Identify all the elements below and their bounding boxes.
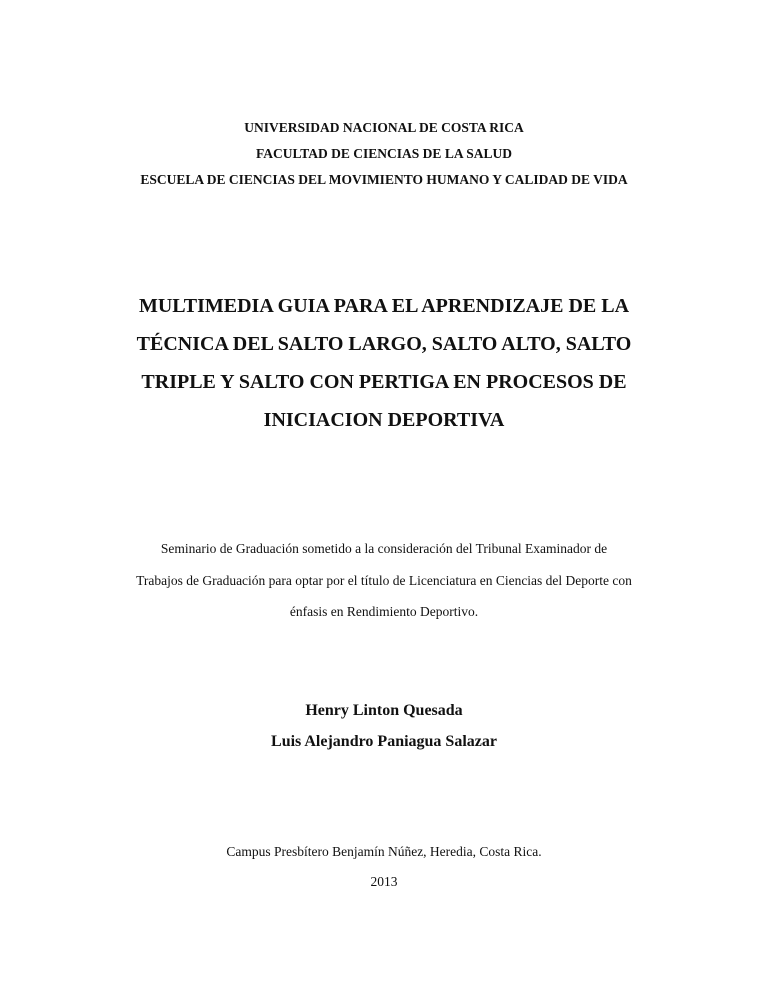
school-name: ESCUELA DE CIENCIAS DEL MOVIMIENTO HUMANO Y CALIDAD DE VIDA — [140, 172, 628, 187]
university-name: UNIVERSIDAD NACIONAL DE COSTA RICA — [244, 120, 524, 135]
campus-location: Campus Presbítero Benjamín Núñez, Heredia, Costa Rica. — [226, 844, 542, 859]
author-1: Henry Linton Quesada — [305, 702, 463, 719]
publication-year: 2013 — [370, 874, 398, 889]
description-line-3: énfasis en Rendimiento Deportivo. — [289, 604, 479, 619]
title-line-4: INICIACION DEPORTIVA — [263, 409, 505, 431]
title-line-2: TÉCNICA DEL SALTO LARGO, SALTO ALTO, SALTO — [136, 333, 632, 355]
author-2: Luis Alejandro Paniagua Salazar — [271, 733, 497, 750]
title-line-3: TRIPLE Y SALTO CON PERTIGA EN PROCESOS DE — [141, 371, 627, 393]
faculty-name: FACULTAD DE CIENCIAS DE LA SALUD — [256, 146, 512, 161]
title-line-1: MULTIMEDIA GUIA PARA EL APRENDIZAJE DE LA — [138, 295, 630, 317]
description-line-2: Trabajos de Graduación para optar por el título de Licenciatura en Ciencias del Deporte con — [136, 573, 632, 588]
description-line-1: Seminario de Graduación sometido a la consideración del Tribunal Examinador de — [160, 541, 608, 556]
